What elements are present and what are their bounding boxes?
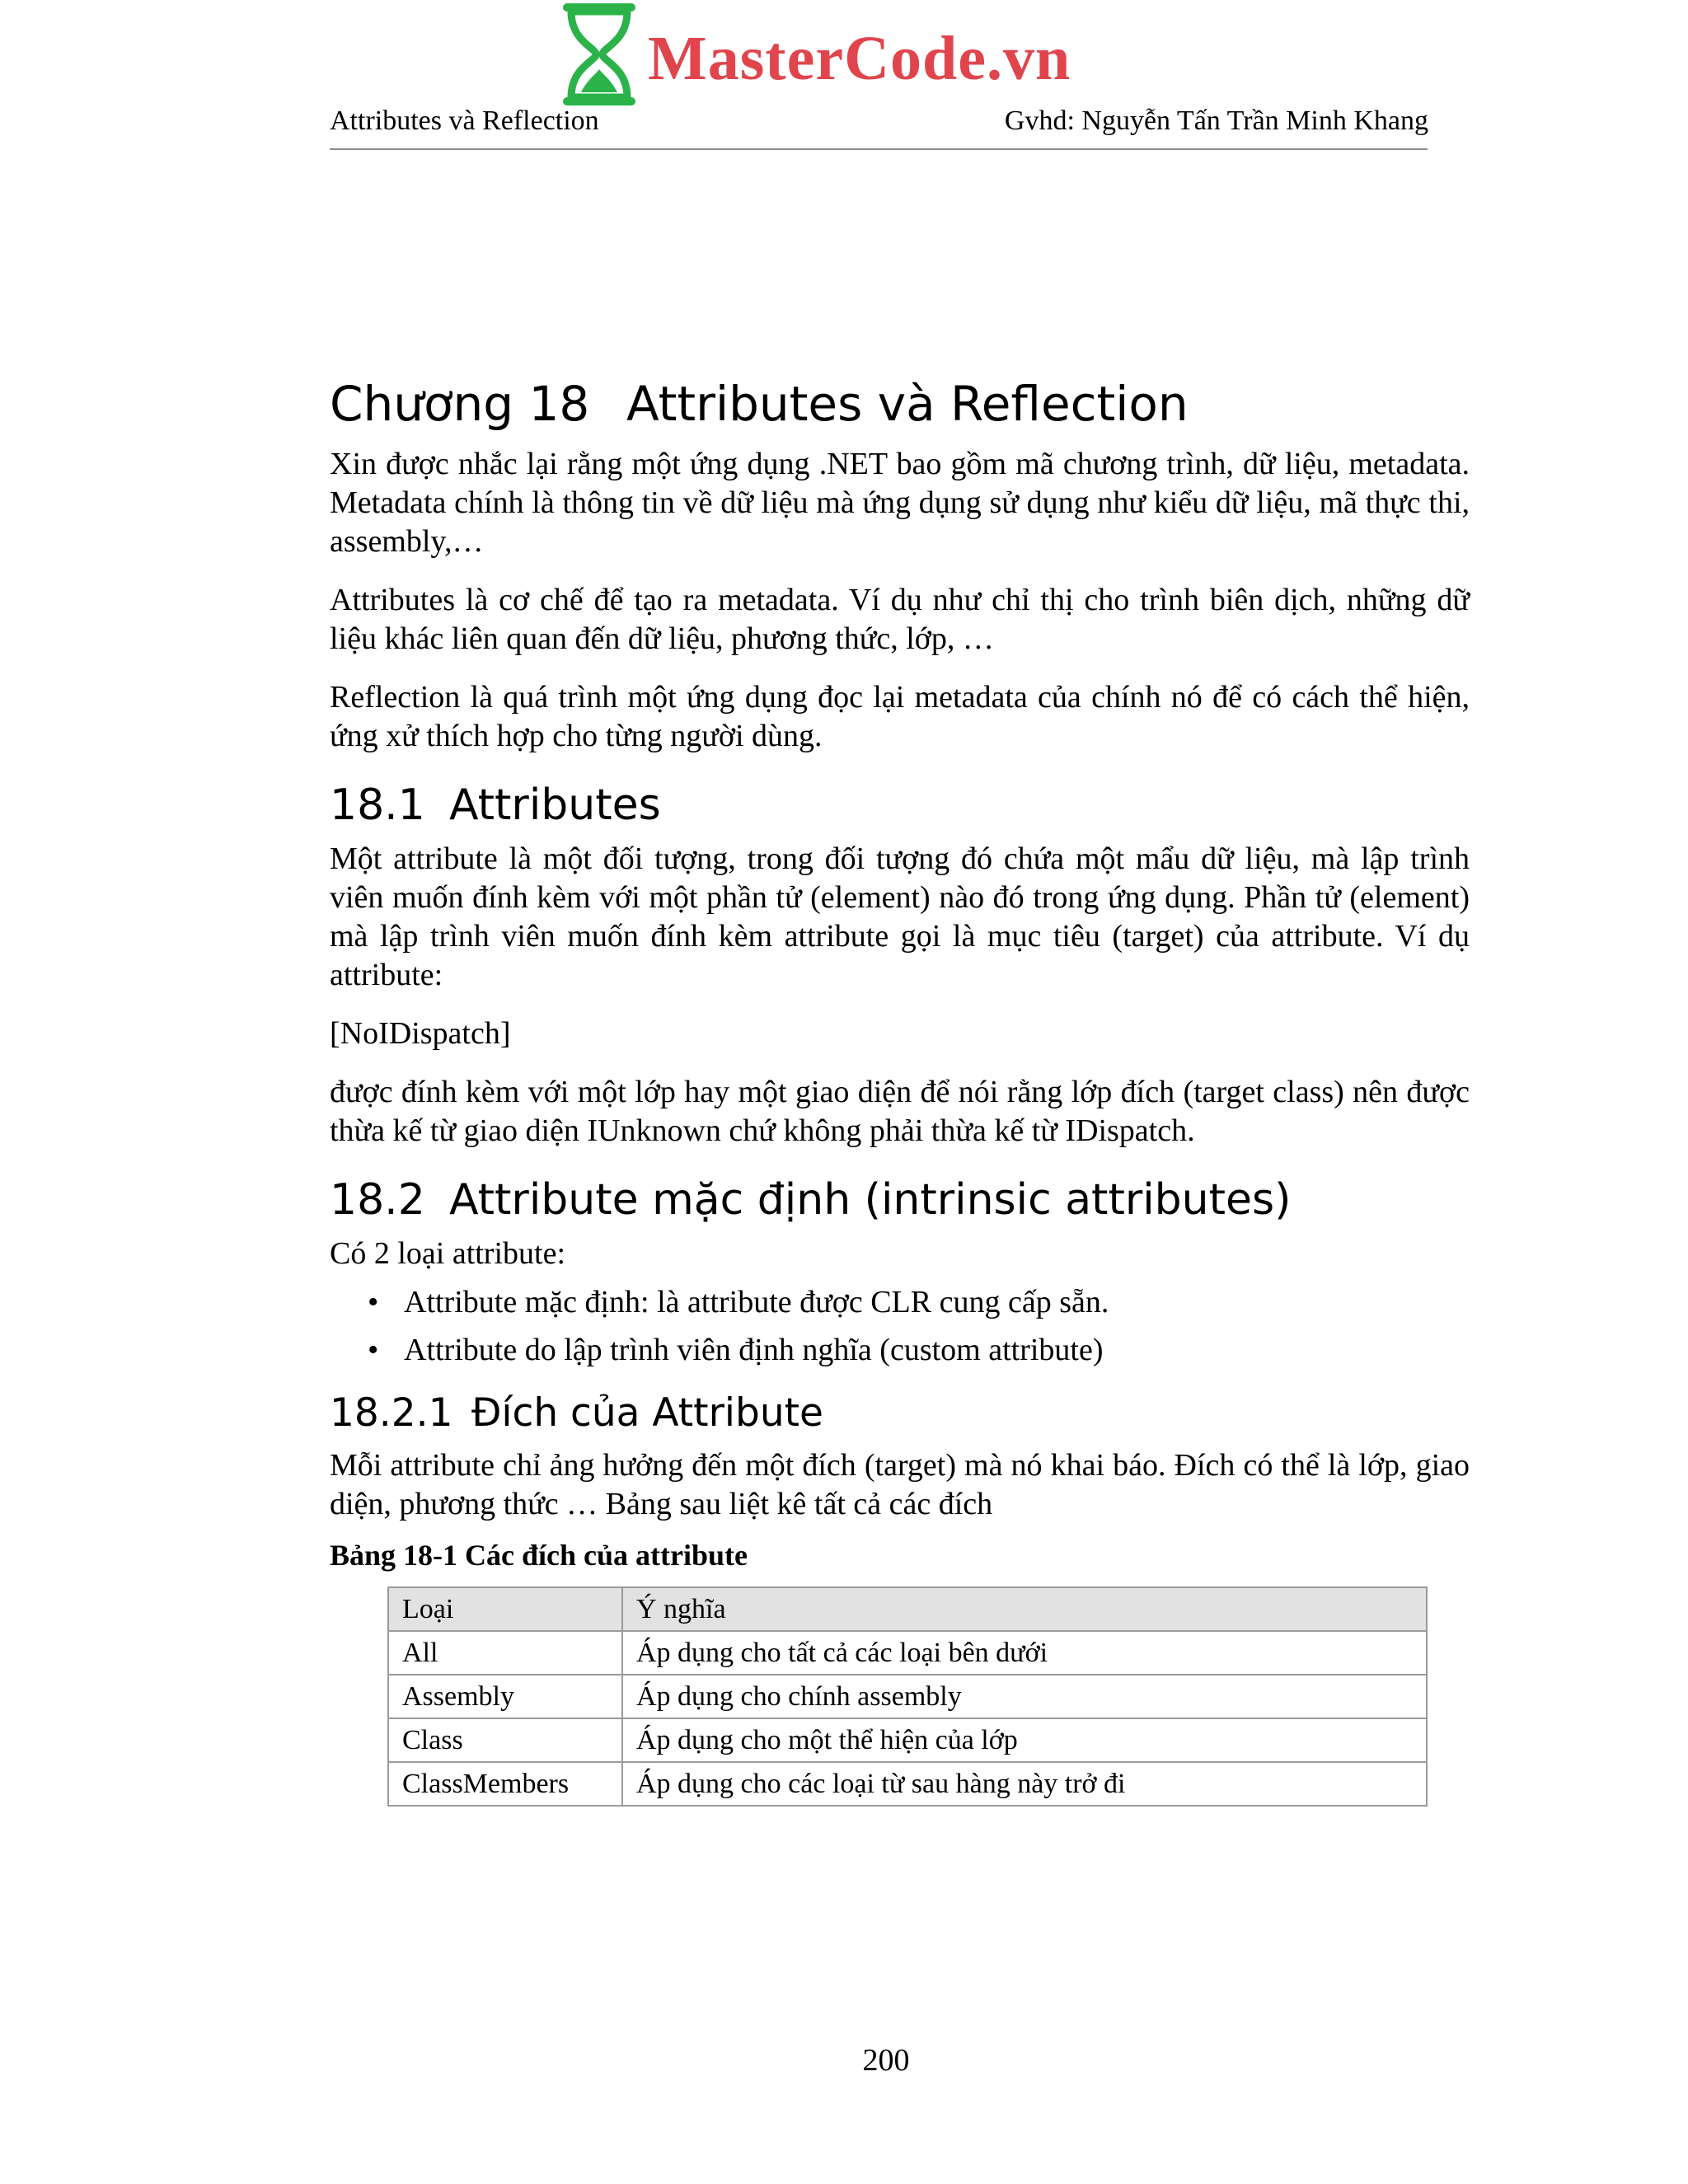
code-example: [NoIDispatch] <box>330 1016 511 1051</box>
table-row <box>388 1762 1427 1806</box>
body-paragraph: Một attribute là một đối tượng, trong đối tượng đó chứa một mẩu dữ liệu, mà lập trình viên muốn đính kèm với một phần tử (element) nào đó trong ứng dụng. Phần tử (element) mà lập trình viên muốn đính kèm attribute gọi là mục tiêu (target) của attribute. Ví dụ attribute: <box>330 841 1470 992</box>
section-title: Attributes <box>449 780 661 830</box>
logo-text: MasterCode.vn <box>648 24 1071 93</box>
subsection-title: Đích của Attribute <box>471 1390 823 1436</box>
table-caption: Bảng 18-1 Các đích của attribute <box>330 1539 748 1572</box>
body-paragraph: Mỗi attribute chỉ ảng hưởng đến một đích (target) mà nó khai báo. Đích có thể là lớp, giao diện, phương thức … Bảng sau liệt kê tất cả các đích <box>330 1448 1470 1521</box>
table-row <box>388 1631 1427 1675</box>
body-paragraph: được đính kèm với một lớp hay một giao diện để nói rằng lớp đích (target class) nên được thừa kế từ giao diện IUnknown chứ không phải thừa kế từ IDispatch. <box>330 1075 1470 1148</box>
table-cell: ClassMembers <box>388 1762 622 1806</box>
page-number: 200 <box>862 2043 910 2078</box>
column-header: Loại <box>388 1587 622 1631</box>
attribute-targets-table <box>387 1586 1428 1807</box>
table-row <box>388 1718 1427 1762</box>
table-cell: Áp dụng cho tất cả các loại bên dưới <box>622 1631 1427 1675</box>
running-header-right: Gvhd: Nguyễn Tấn Trần Minh Khang <box>1004 105 1428 136</box>
chapter-number: Chương 18 <box>330 376 590 432</box>
section-title: Attribute mặc định (intrinsic attributes) <box>449 1175 1292 1225</box>
table-cell: Áp dụng cho chính assembly <box>622 1675 1427 1718</box>
chapter-title: Attributes và Reflection <box>626 376 1189 432</box>
intro-paragraph: Reflection là quá trình một ứng dụng đọc lại metadata của chính nó để có cách thể hiện, ứng xử thích hợp cho từng người dùng. <box>330 680 1470 753</box>
section-heading-18-1 <box>330 776 1470 835</box>
table-cell: All <box>388 1631 622 1675</box>
table-cell: Assembly <box>388 1675 622 1718</box>
column-header: Ý nghĩa <box>622 1587 1427 1631</box>
list-item: • Attribute do lập trình viên định nghĩa (custom attribute) <box>404 1326 1470 1374</box>
intro-paragraph: Attributes là cơ chế để tạo ra metadata. Ví dụ như chỉ thị cho trình biên dịch, những dữ liệu khác liên quan đến dữ liệu, phương thức, lớp, … <box>330 583 1470 656</box>
list-item: • Attribute mặc định: là attribute được CLR cung cấp sẵn. <box>404 1278 1470 1326</box>
body-paragraph: Có 2 loại attribute: <box>330 1236 566 1271</box>
table-row <box>388 1675 1427 1718</box>
table-header-row <box>388 1587 1427 1631</box>
page-content <box>330 371 1470 1807</box>
table-cell: Áp dụng cho một thể hiện của lớp <box>622 1718 1427 1762</box>
table-cell: Class <box>388 1718 622 1762</box>
bullet-list <box>330 1278 1470 1374</box>
header-rule <box>330 148 1428 150</box>
running-header-left: Attributes và Reflection <box>330 105 599 136</box>
section-number: 18.2 <box>330 1175 425 1225</box>
section-number: 18.1 <box>330 780 425 830</box>
chapter-heading <box>330 371 1470 437</box>
subsection-number: 18.2.1 <box>330 1390 453 1436</box>
hourglass-icon <box>563 3 635 105</box>
intro-paragraph: Xin được nhắc lại rằng một ứng dụng .NET bao gồm mã chương trình, dữ liệu, metadata. Metadata chính là thông tin về dữ liệu mà ứng dụng sử dụng như kiểu dữ liệu, mã thực thi, assembly,… <box>330 447 1470 559</box>
subsection-heading-18-2-1 <box>330 1387 1470 1440</box>
table-cell: Áp dụng cho các loại từ sau hàng này trở đi <box>622 1762 1427 1806</box>
section-heading-18-2 <box>330 1170 1470 1230</box>
